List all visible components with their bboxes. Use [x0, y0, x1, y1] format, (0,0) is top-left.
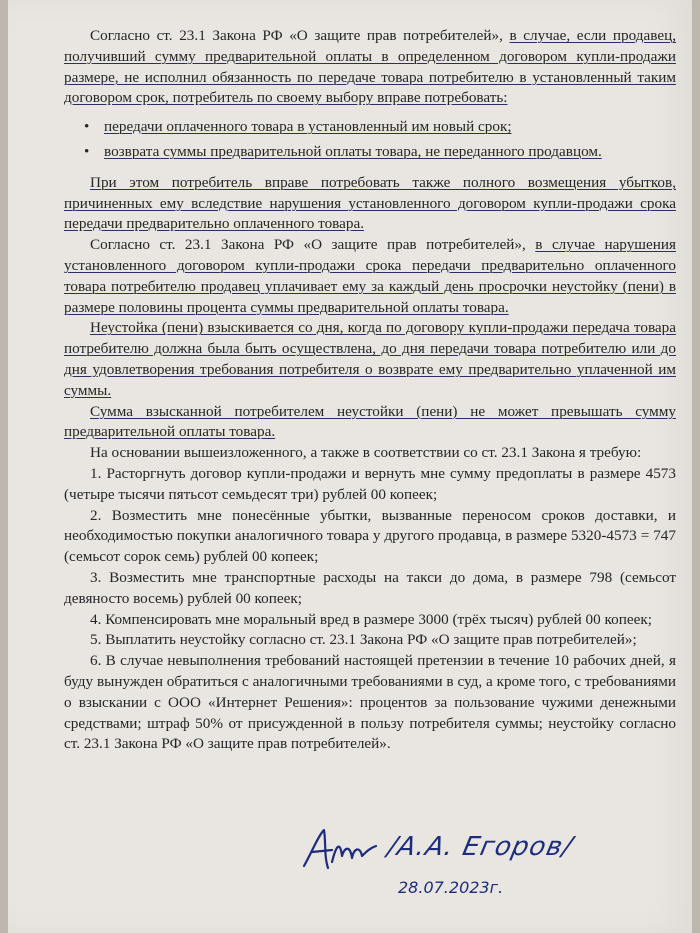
options-list [64, 117, 676, 163]
paragraph-penalty: Согласно ст. 23.1 Закона РФ «О защите прав потребителей», в случае нарушения установленного договором купли-продажи срока передачи предварительно оплаченного товара потребителю продавец уплачивает ему за каждый день просрочки неустойку (пени) в размере половины процента суммы предварительной оплаты товара. [64, 236, 676, 316]
demand-item: 6. В случае невыполнения требований настоящей претензии в течение 10 рабочих дней, я буду вынужден обратиться с аналогичными требованиями в суд, а кроме того, с требованиями о взыскании с ООО «Интернет Решения»: процентов за пользование чужими денежными средствами; штраф 50% от присужденной в пользу потребителя суммы; неустойку согласно ст. 23.1 Закона РФ «О защите прав потребителей». [64, 652, 676, 753]
signature-date: 28.07.2023г. [398, 878, 504, 897]
demand-item: 2. Возместить мне понесённые убытки, вызванные переносом сроков доставки, и необходимостью покупки аналогичного товара у другого продавца, в размере 5320-4573 = 747 (семьсот сорок семь) рублей 00 копеек; [64, 506, 676, 566]
paragraph-demands-intro: На основании вышеизложенного, а также в соответствии со ст. 23.1 Закона я требую: [90, 444, 642, 462]
paragraph-penalty-limit: Сумма взысканной потребителем неустойки (пени) не может превышать сумму предварительной оплаты товара. [64, 402, 676, 441]
paragraph-penalty-period: Неустойка (пени) взыскивается со дня, когда по договору купли-продажи передача товара потребителю должна была быть осуществлена, до дня передачи товара потребителю или до дня удовлетворения требования потребителя о возврате ему предварительно уплаченной им суммы. [64, 319, 676, 399]
demand-item: 1. Расторгнуть договор купли-продажи и вернуть мне сумму предоплаты в размере 4573 (четыре тысячи пятьсот семьдесят три) рублей 00 копеек; [64, 464, 676, 503]
signature-scribble [298, 822, 398, 882]
list-item: • возврата суммы предварительной оплаты товара, не переданного продавцом. [104, 142, 676, 163]
demand-item: 4. Компенсировать мне моральный вред в размере 3000 (трёх тысяч) рублей 00 копеек; [90, 610, 652, 628]
underlined-quote: в случае нарушения установленного договором купли-продажи срока передачи предварительно оплаченного товара потребителю продавец уплачивает ему за каждый день просрочки неустойку (пени) в размере половины процента суммы предварительной оплаты товара. [64, 236, 676, 316]
paragraph-law-prepayment: Согласно ст. 23.1 Закона РФ «О защите прав потребителей», в случае, если продавец, получивший сумму предварительной оплаты в определенном договором купли-продажи размере, не исполнил обязанность по передаче товара потребителю в установленный таким договором срок, потребитель по своему выбору вправе потребовать: [64, 27, 676, 107]
demand-item: 5. Выплатить неустойку согласно ст. 23.1 Закона РФ «О защите прав потребителей»; [90, 631, 637, 649]
underlined-quote: в случае, если продавец, получивший сумму предварительной оплаты в определенном договором купли-продажи размере, не исполнил обязанность по передаче товара потребителю в установленный таким договором срок, потребитель по своему выбору вправе потребовать: [64, 27, 676, 107]
signature-block [298, 822, 678, 912]
paragraph-damages: При этом потребитель вправе потребовать также полного возмещения убытков, причиненных ему вследствие нарушения установленного договором купли-продажи срока передачи предварительно оплаченного товара. [64, 173, 676, 233]
list-item: • передачи оплаченного товара в установленный им новый срок; [104, 117, 676, 138]
document-page [8, 0, 692, 933]
demand-item: 3. Возместить мне транспортные расходы на такси до дома, в размере 798 (семьсот девяносто восемь) рублей 00 копеек; [64, 568, 676, 607]
signature-name: /А.А. Егоров/ [384, 832, 576, 862]
document-body [64, 26, 676, 755]
